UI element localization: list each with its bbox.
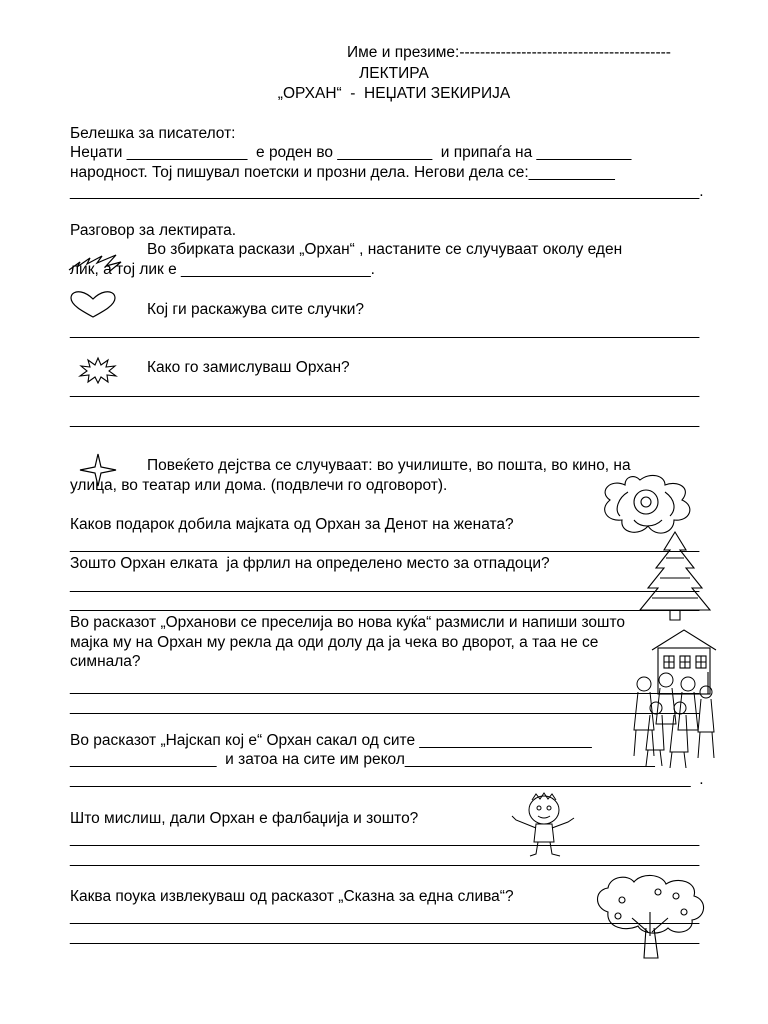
answer-line[interactable]: _________________________________________________________________________ (70, 536, 700, 553)
question-5: Зошто Орхан елката ја фрлил на определено место за отпадоци? (70, 555, 550, 572)
scribble-icon (66, 252, 126, 274)
talk-heading: Разговор за лектирата. (70, 222, 237, 239)
answer-line[interactable]: _________________________________________________________________________ (70, 322, 700, 339)
talk-paragraph-line: Во збирката раскази „Орхан“ , настаните се случуваат околу еден (147, 241, 623, 258)
author-note-line[interactable]: народност. Тој пишувал поетски и прозни дела. Негови дела се:__________ (70, 164, 615, 181)
question-9: Каква поука извлекуваш од расказот „Сказна за една слива“? (70, 888, 514, 905)
question-7-line[interactable]: Во расказот „Најскап кој е“ Орхан сакал од сите ____________________ (70, 732, 592, 749)
answer-line[interactable]: _________________________________________________________________________ (70, 698, 700, 715)
question-6-line: Во расказот „Орханови се преселија во нова куќа“ размисли и напиши зошто (70, 614, 626, 631)
question-8: Што мислиш, дали Орхан е фалбаџија и зошто? (70, 810, 419, 827)
answer-line[interactable]: _________________________________________________________________________ (70, 678, 700, 695)
answer-line[interactable]: _________________________________________________________________________ (70, 411, 700, 428)
author-note-heading: Белешка за писателот: (70, 125, 236, 142)
page-title: ЛЕКТИРА (359, 65, 429, 82)
answer-line[interactable]: _________________________________________________________________________ (70, 381, 700, 398)
question-3-line: Повеќето дејства се случуваат: во училиште, во пошта, во кино, на (147, 457, 631, 474)
question-7-line[interactable]: _________________ и затоа на сите им рекол_____________________________ (70, 751, 655, 768)
answer-line[interactable]: _________________________________________________________________________ (70, 595, 700, 612)
talk-paragraph-line[interactable]: лик, а тој лик е ______________________. (70, 261, 375, 278)
question-2: Како го замислуваш Орхан? (147, 359, 350, 376)
question-6-line: мајка му на Орхан му рекла да оди долу да ја чека во дворот, а таа не се (70, 634, 599, 651)
author-note-line[interactable]: Неџати ______________ е роден во ___________ и припаѓа на ___________ (70, 144, 632, 161)
answer-line[interactable]: _________________________________________________________________________ (70, 576, 700, 593)
author-note-line[interactable]: _________________________________________________________________________. (70, 183, 704, 200)
answer-line[interactable]: _________________________________________________________________________ (70, 928, 700, 945)
question-3-line: улица, во театар или дома. (подвлечи го одговорот). (70, 477, 448, 494)
question-6-line: симнала? (70, 653, 141, 670)
question-4: Каков подарок добила мајката од Орхан за Денот на жената? (70, 516, 514, 533)
book-title: „ОРХАН“ - НЕЏАТИ ЗЕКИРИЈА (277, 85, 511, 102)
answer-line[interactable]: _________________________________________________________________________ (70, 908, 700, 925)
heart-icon (68, 290, 118, 320)
question-1: Кој ги раскажува сите случки? (147, 301, 364, 318)
answer-line[interactable]: _________________________________________________________________________ (70, 830, 700, 847)
answer-line[interactable]: ________________________________________________________________________ . (70, 771, 704, 788)
name-field[interactable]: Име и презиме:----------------------------------------- (347, 44, 671, 61)
answer-line[interactable]: _________________________________________________________________________ (70, 850, 700, 867)
